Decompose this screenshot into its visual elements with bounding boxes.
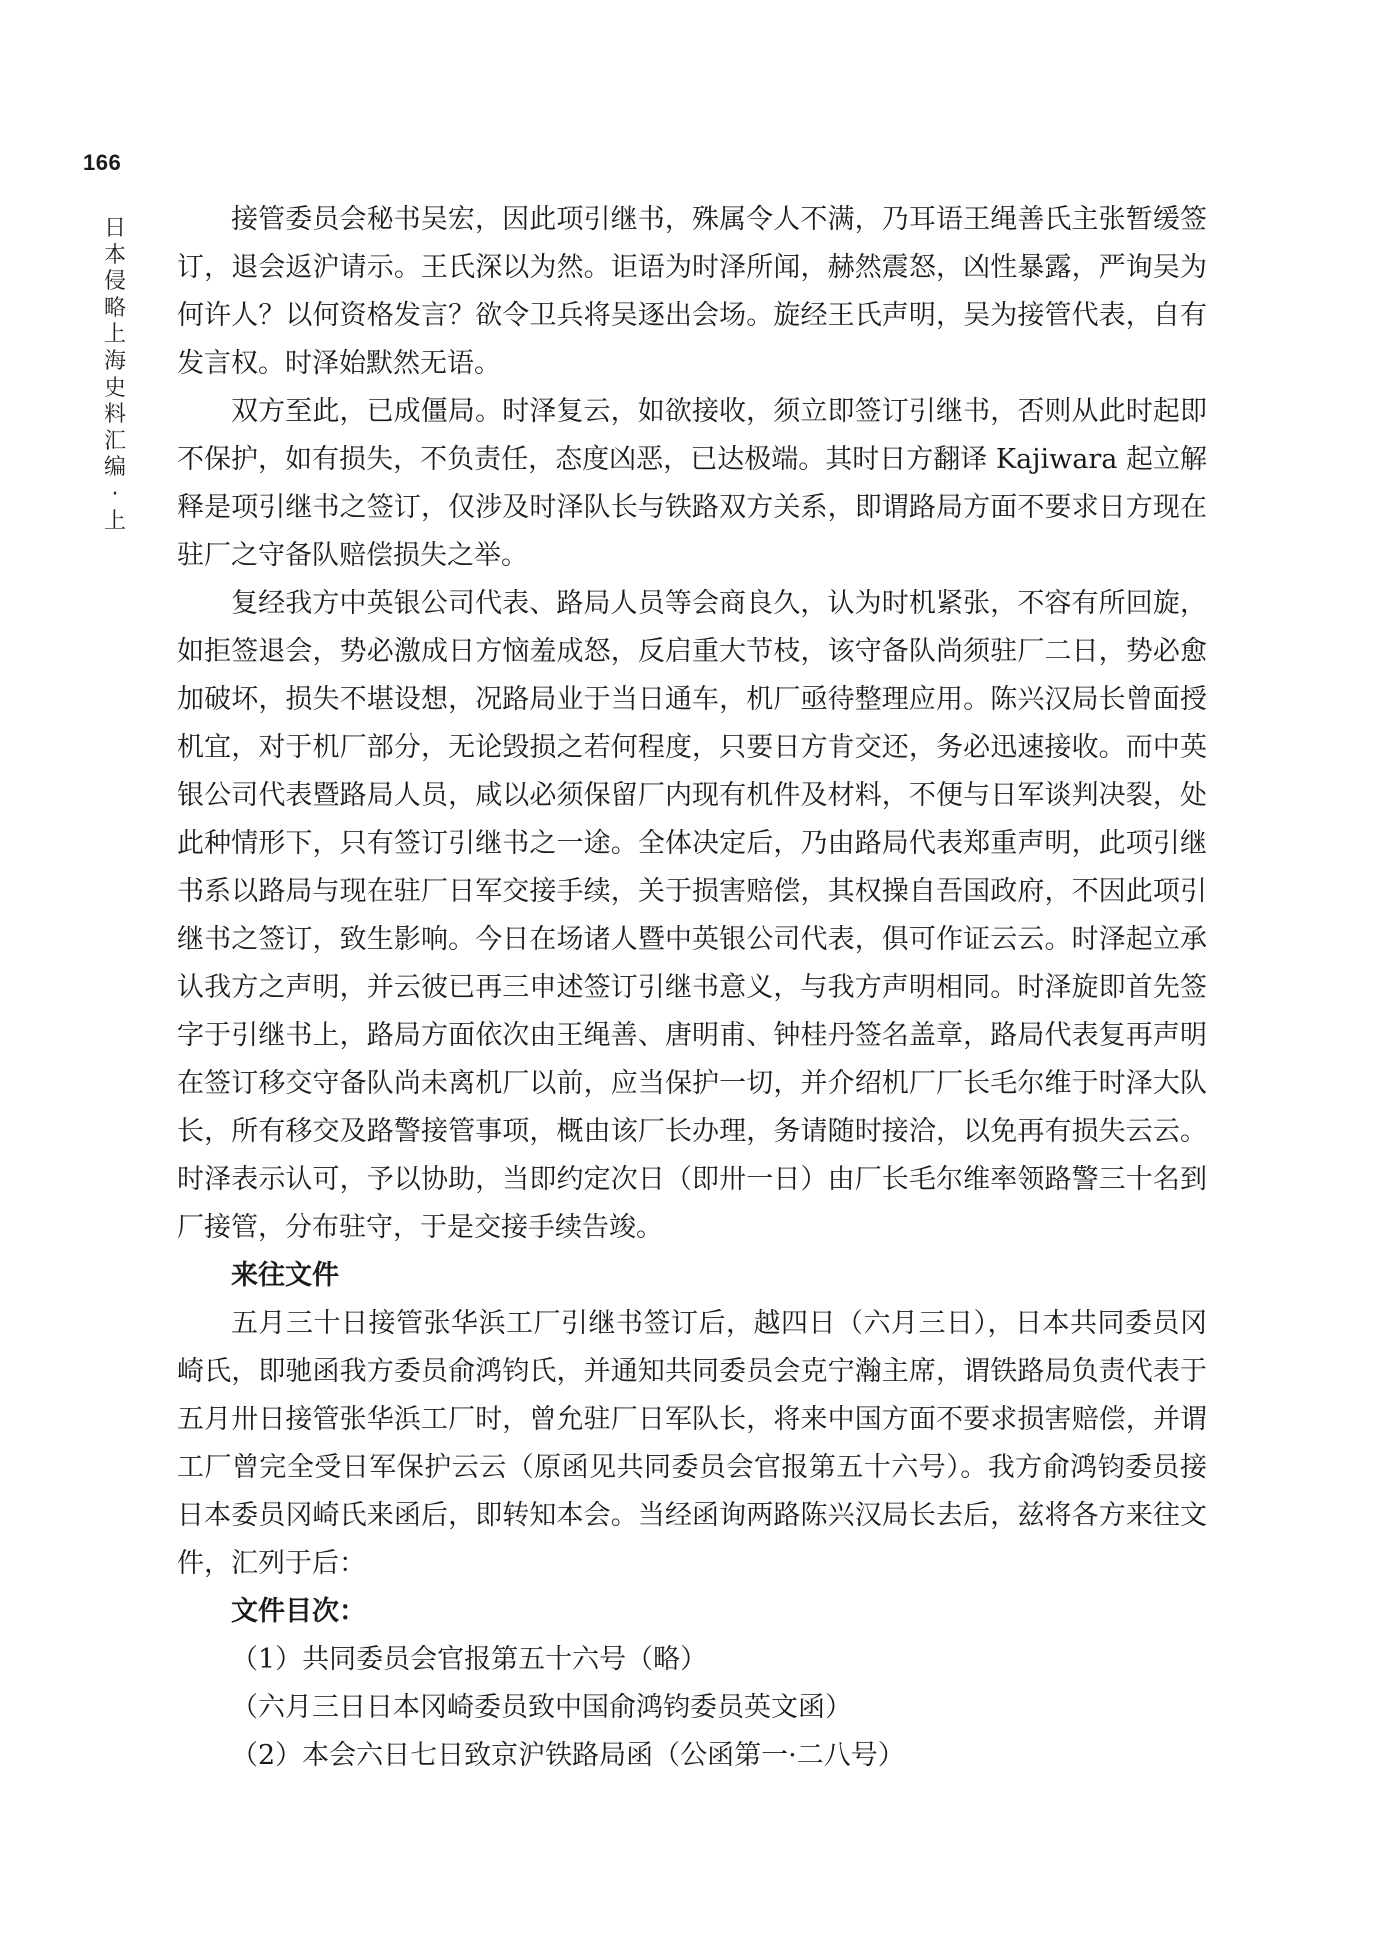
list-item: （六月三日日本冈崎委员致中国俞鸿钧委员英文函） [231,1692,852,1723]
paragraph: 五月三十日接管张华浜工厂引继书签订后，越四日（六月三日），日本共同委员冈崎氏，即驰函我方委员俞鸿钧氏，并通知共同委员会克宁瀚主席，谓铁路局负责代表于五月卅日接管张华浜工厂时，曾允驻厂日军队长，将来中国方面不要求损害赔偿，并谓工厂曾完全受日军保护云云（原函见共同委员会官报第五十六号）。我方俞鸿钧委员接日本委员冈崎氏来函后，即转知本会。当经函询两路陈兴汉局长去后，兹将各方来往文件，汇列于后： [177,1308,1207,1579]
section-heading: 文件目次： [231,1596,366,1627]
paragraph: 复经我方中英银公司代表、路局人员等会商良久，认为时机紧张，不容有所回旋，如拒签退会，势必激成日方恼羞成怒，反启重大节枝，该守备队尚须驻厂二日，势必愈加破坏，损失不堪设想，况路局业于当日通车，机厂亟待整理应用。陈兴汉局长曾面授机宜，对于机厂部分，无论毁损之若何程度，只要日方肯交还，务必迅速接收。而中英银公司代表暨路局人员，咸以必须保留厂内现有机件及材料，不便与日军谈判决裂，处此种情形下，只有签订引继书之一途。全体决定后，乃由路局代表郑重声明，此项引继书系以路局与现在驻厂日军交接手续，关于损害赔偿，其权操自吾国政府，不因此项引继书之签订，致生影响。今日在场诸人暨中英银公司代表，俱可作证云云。时泽起立承认我方之声明，并云彼已再三申述签订引继书意义，与我方声明相同。时泽旋即首先签字于引继书上，路局方面依次由王绳善、唐明甫、钟桂丹签名盖章，路局代表复再声明在签订移交守备队尚未离机厂以前，应当保护一切，并介绍机厂厂长毛尔维于时泽大队长，所有移交及路警接管事项，概由该厂长办理，务请随时接洽，以免再有损失云云。时泽表示认可，予以协助，当即约定次日（即卅一日）由厂长毛尔维率领路警三十名到厂接管，分布驻守，于是交接手续告竣。 [177,588,1207,1243]
paragraph: 接管委员会秘书吴宏，因此项引继书，殊属令人不满，乃耳语王绳善氏主张暂缓签订，退会返沪请示。王氏深以为然。讵语为时泽所闻，赫然震怒，凶性暴露，严询吴为何许人？以何资格发言？欲令卫兵将吴逐出会场。旋经王氏声明，吴为接管代表，自有发言权。时泽始默然无语。 [177,204,1207,379]
page-number: 166 [83,150,122,175]
list-item: （1）共同委员会官报第五十六号（略） [231,1644,708,1675]
running-head: 日本侵略上海史料汇编·上 [103,216,126,534]
list-item: （2）本会六日七日致京沪铁路局函（公函第一·二八号） [231,1740,905,1771]
body-text [177,196,1207,1780]
paragraph: 双方至此，已成僵局。时泽复云，如欲接收，须立即签订引继书，否则从此时起即不保护，如有损失，不负责任，态度凶恶，已达极端。其时日方翻译 Kajiwara 起立解释是项引继书之签订，仅涉及时泽队长与铁路双方关系，即谓路局方面不要求日方现在驻厂之守备队赔偿损失之举。 [177,396,1207,571]
section-heading: 来往文件 [231,1260,339,1291]
